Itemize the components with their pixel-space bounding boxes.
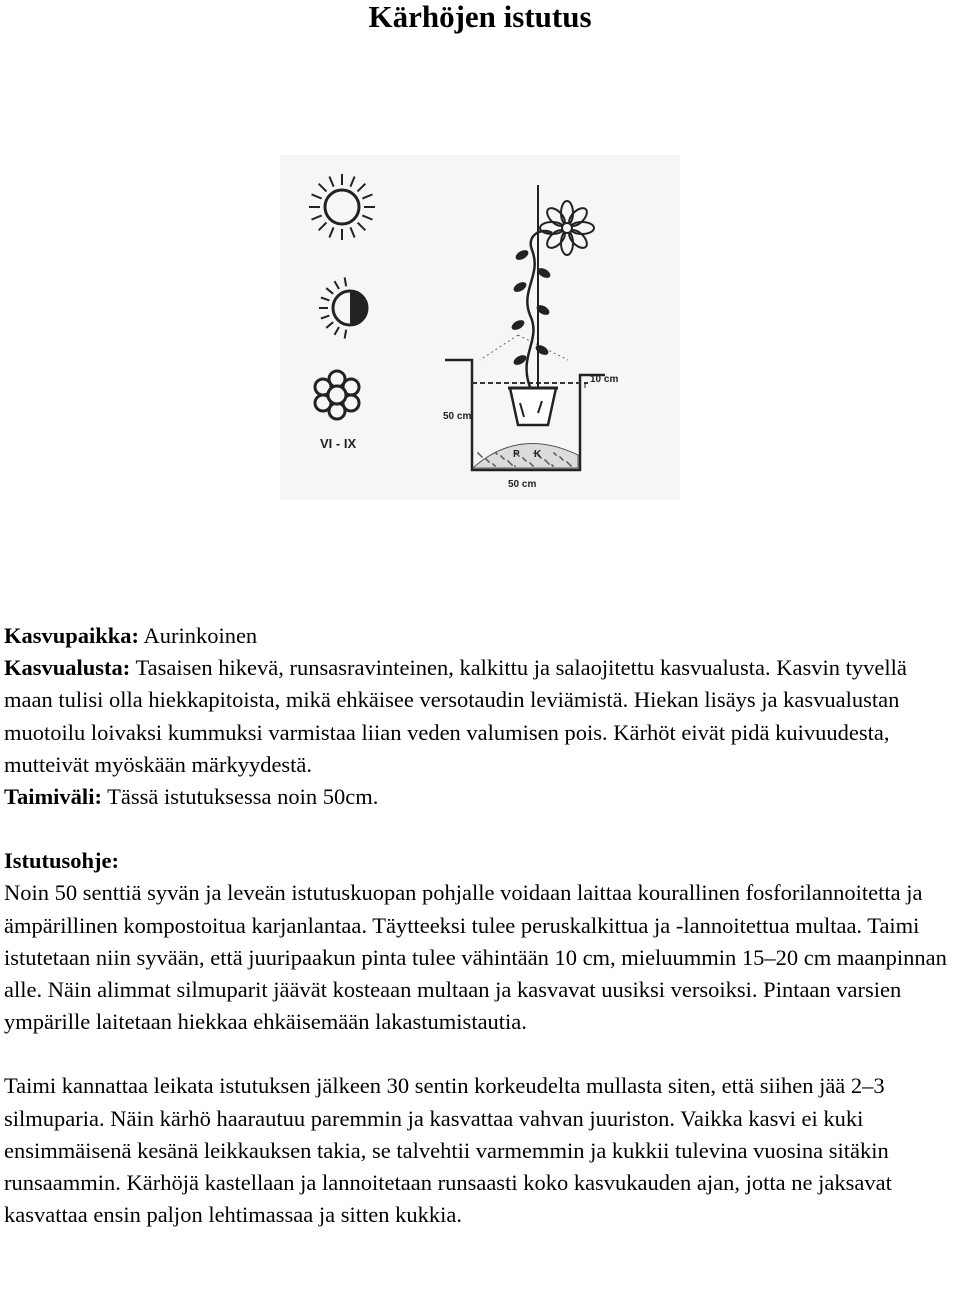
nutrient-k-label: K xyxy=(534,449,542,460)
soil-value: Tasaisen hikevä, runsasravinteinen, kalkittu ja salaojitettu kasvualusta. Kasvin tyvellä maan tulisi olla hiekkapitoista, mikä ehkäisee versotaudin leviämistä. Hiekan lisäys ja kasvualustan muotoilu loivaksi kummuksi varmistaa liian veden valumisen pois. Kärhöt eivät pidä kuivuudesta, mutteivät myöskään märkyydestä. xyxy=(4,655,907,777)
hole-width-label: 50 cm xyxy=(508,479,537,490)
spacing-value: Tässä istutuksessa noin 50cm. xyxy=(101,784,379,810)
location-value: Aurinkoinen xyxy=(139,623,258,648)
instructions-heading: Istutusohje: xyxy=(4,848,120,874)
spacing-paragraph xyxy=(4,781,956,813)
soil-paragraph xyxy=(4,652,956,781)
spacing-label: Taimiväli: xyxy=(4,784,102,810)
page-title: Kärhöjen istutus xyxy=(368,0,592,34)
location-paragraph xyxy=(4,620,956,652)
planting-depth-label: 10 cm xyxy=(590,374,619,385)
planting-diagram xyxy=(280,155,680,500)
instructions-paragraph: Noin 50 senttiä syvän ja leveän istutuskuopan pohjalle voidaan laittaa kourallinen fosforilannoitetta ja ämpärillinen kompostoitua karjanlantaa. Täytteeksi tulee peruskalkittua ja -lannoitettua multaa. Taimi istutetaan niin syvään, että juuripaakun pinta tulee vähintään 10 cm, mieluummin 15–20 cm maanpinnan alle. Näin alimmat silmuparit jäävät kosteaan multaan ja kasvavat uusiksi versoiksi. Pintaan varsien ympärille laitetaan hiekkaa ehkäisemään lakastumistautia. xyxy=(4,880,947,1035)
nutrient-p-label: P xyxy=(513,449,520,460)
hole-depth-label: 50 cm xyxy=(443,411,472,422)
body-text xyxy=(4,620,956,1231)
pruning-paragraph: Taimi kannattaa leikata istutuksen jälkeen 30 sentin korkeudelta mullasta siten, että siihen jää 2–3 silmuparia. Näin kärhö haarautuu paremmin ja kasvattaa vahvan juuriston. Vaikka kasvi ei kuki ensimmäisenä kesänä leikkauksen takia, se talvehtii varmemmin ja kukkii tulevina vuosina sitäkin runsaammin. Kärhöjä kastellaan ja lannoitetaan runsaasti koko kasvukauden ajan, jotta ne jaksavat kasvattaa ensin paljon lehtimassaa ja sitten kukkia. xyxy=(4,1073,892,1228)
flowering-months: VI - IX xyxy=(320,436,357,451)
soil-label: Kasvualusta: xyxy=(4,655,131,681)
location-label: Kasvupaikka: xyxy=(4,623,140,648)
